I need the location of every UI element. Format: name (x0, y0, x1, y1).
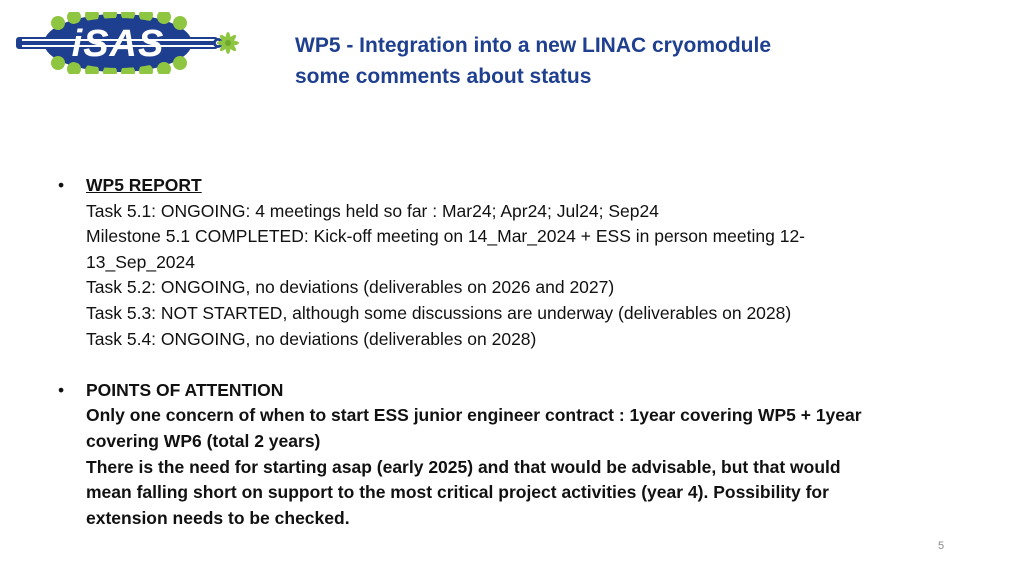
attention-line: extension needs to be checked. (86, 507, 350, 528)
report-line: Task 5.4: ONGOING, no deviations (deliverables on 2028) (86, 328, 537, 349)
title-line-2: some comments about status (295, 65, 592, 88)
attention-line: There is the need for starting asap (early 2025) and that would be advisable, but that would (86, 456, 841, 477)
logo-star-icon (217, 32, 239, 54)
attention-line: Only one concern of when to start ESS junior engineer contract : 1year covering WP5 + 1year (86, 405, 862, 426)
slide-title (295, 30, 995, 92)
bullet: • (58, 175, 65, 195)
report-line: Milestone 5.1 COMPLETED: Kick-off meeting on 14_Mar_2024 + ESS in person meeting 12- (86, 226, 806, 247)
report-line: Task 5.1: ONGOING: 4 meetings held so far : Mar24; Apr24; Jul24; Sep24 (86, 200, 659, 221)
slide-body (58, 173, 978, 531)
attention-heading: POINTS OF ATTENTION (86, 379, 284, 400)
report-heading: WP5 REPORT (86, 175, 202, 195)
report-line: Task 5.3: NOT STARTED, although some discussions are underway (deliverables on 2028) (86, 302, 792, 323)
page-number: 5 (937, 540, 945, 552)
attention-section (58, 378, 978, 532)
report-line: 13_Sep_2024 (86, 251, 195, 272)
bullet: • (58, 379, 65, 400)
logo-wordmark: iSAS (71, 23, 165, 65)
report-section (58, 173, 978, 352)
attention-line: covering WP6 (total 2 years) (86, 430, 321, 451)
report-line: Task 5.2: ONGOING, no deviations (deliverables on 2026 and 2027) (86, 277, 615, 298)
attention-line: mean falling short on support to the most critical project activities (year 4). Possibility for (86, 482, 829, 503)
title-line-1: WP5 - Integration into a new LINAC cryomodule (295, 34, 772, 57)
isas-logo (14, 12, 246, 74)
